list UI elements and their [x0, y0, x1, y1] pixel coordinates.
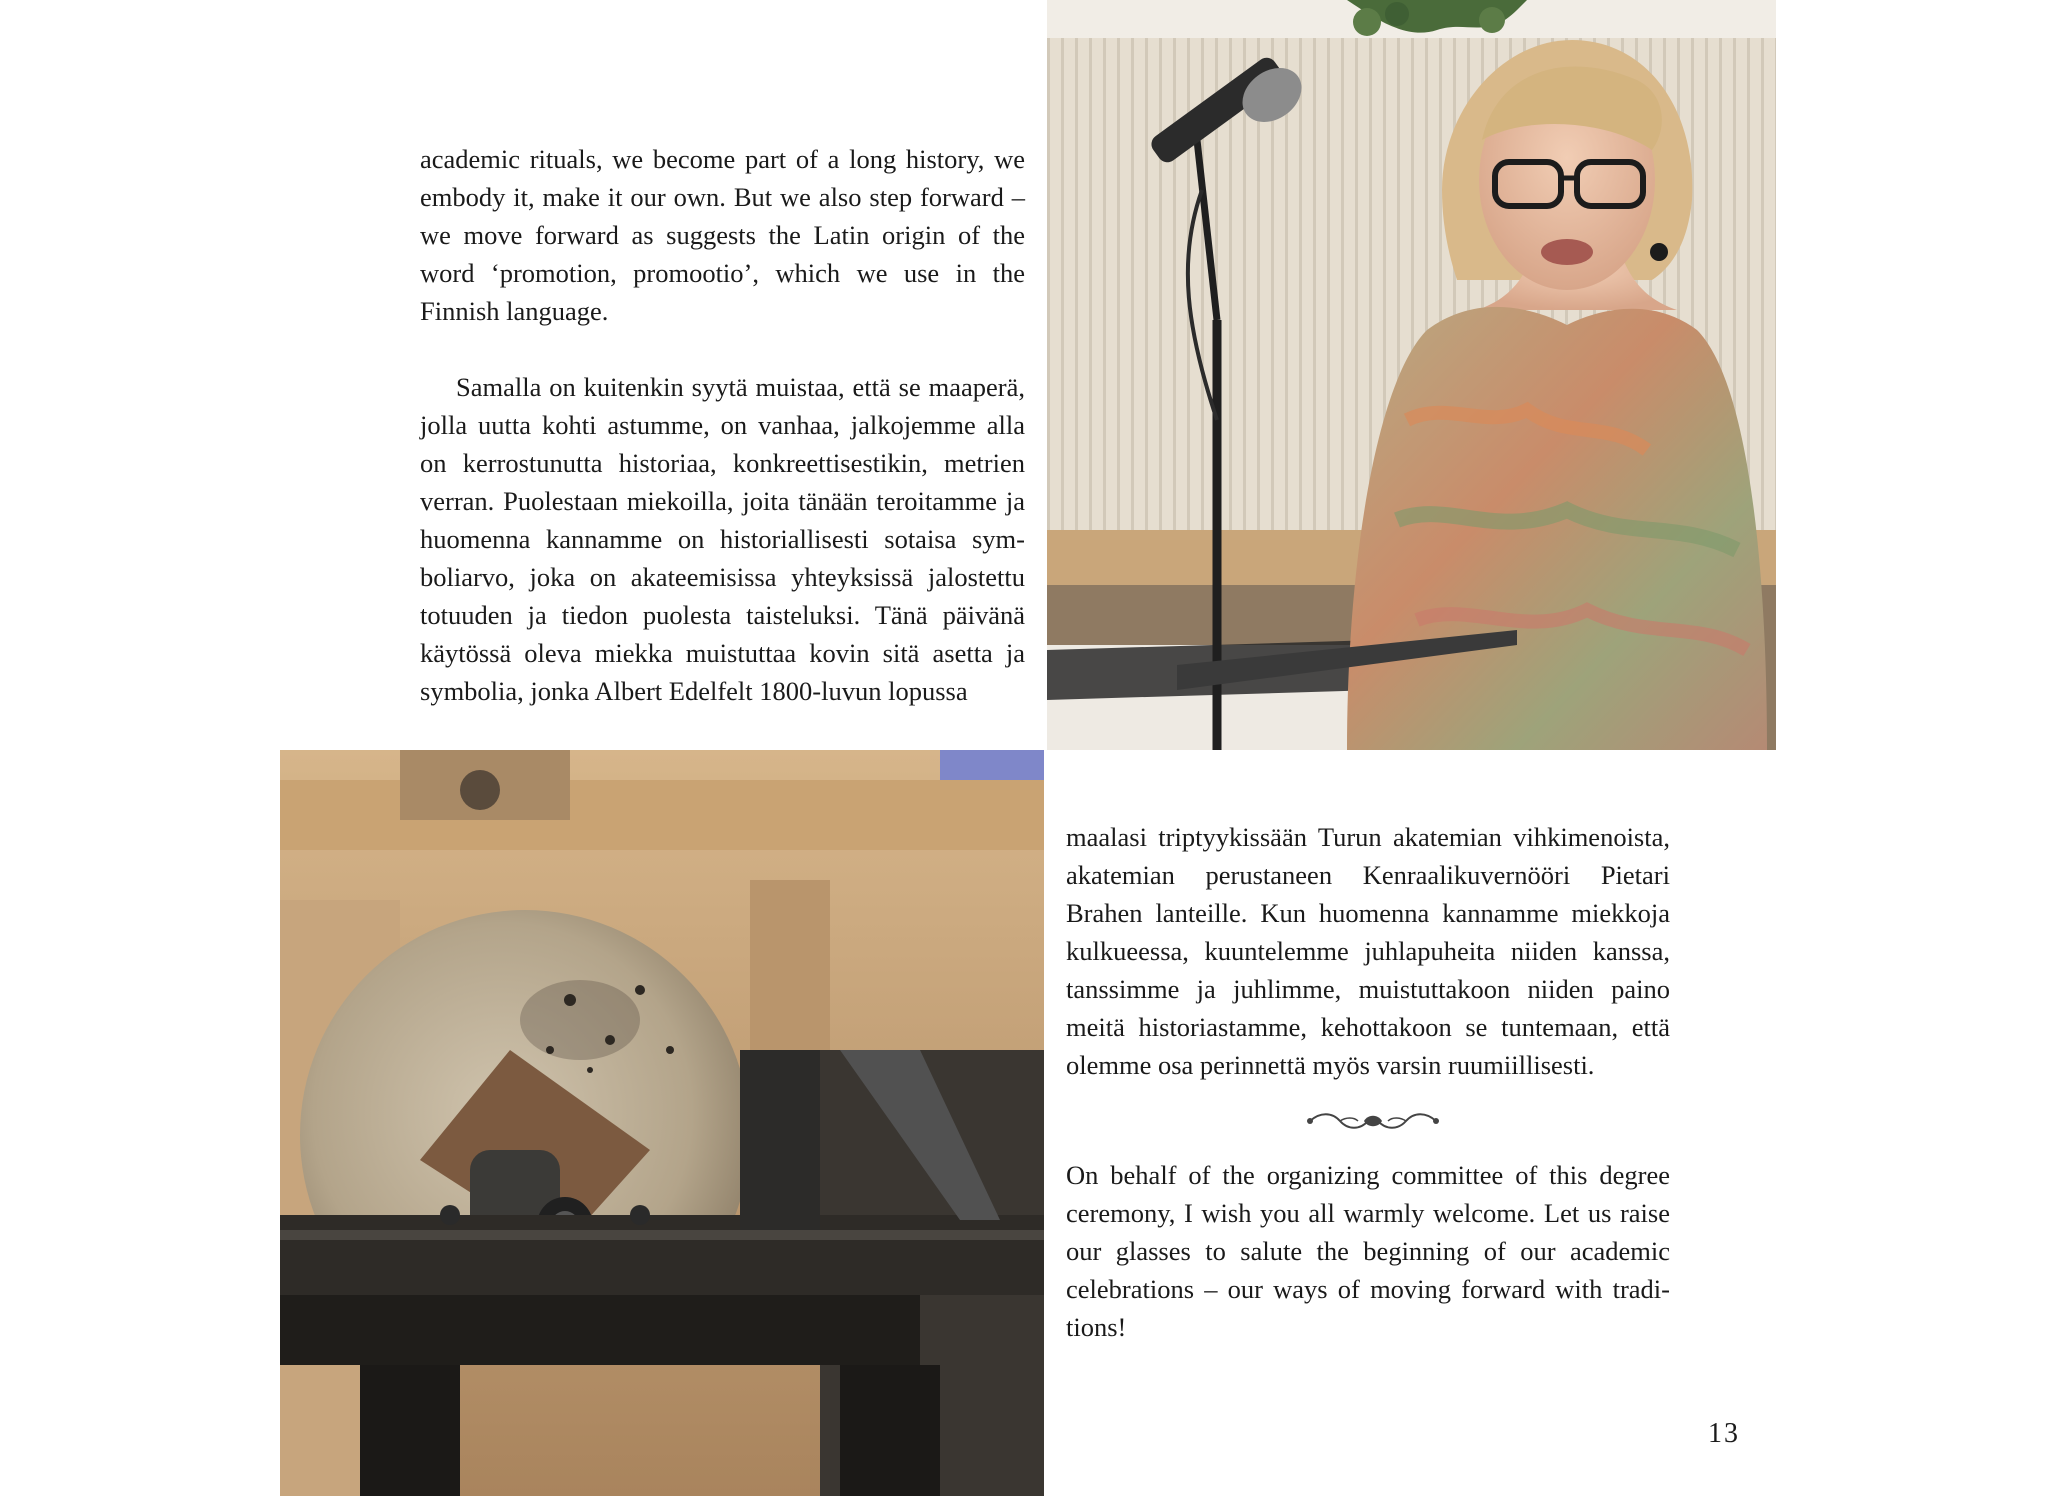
paragraph-samalla: Samalla on kuitenkin syytä muistaa, että se maaperä, jolla uutta kohti astumme, on vanhaa, jalkojemme alla on kerrostunutta historiaa, konkreettisestikin, metrien verran. Puolestaan miekoilla, joita tänään teroitamme ja huomenna kannamme on historiallisesti sotaisa symboliarvo, joka on akateemisissa yhteyksissä jalostettu totuuden ja tiedon puolesta taisteluksi. Tänä päivänä käytössä oleva miekka muistuttaa kovin sitä asetta ja symbolia, jonka Albert Edelfelt 1800-luvun lopussa — [420, 372, 1025, 706]
closing-text-column — [1066, 1156, 1670, 1346]
paragraph-academic-rituals: academic rituals, we become part of a long history, we embody it, make it our own. But we also step forward – we move forward as suggests the Latin origin of the word ‘promotion, promootio’, which we use in the Finnish language. — [420, 144, 1025, 326]
paragraph-on-behalf: On behalf of the organizing committee of this degree ceremony, I wish you all warmly welcome. Let us raise our glasses to salute the beginning of our academic celebrations – our ways of moving forward with traditions! — [1066, 1160, 1670, 1342]
speaker-photo — [1047, 0, 1776, 750]
top-text-column — [420, 140, 1025, 710]
bottom-text-column — [1066, 818, 1670, 1084]
grindstone-icon — [280, 750, 1044, 1496]
scroll-ornament-icon — [1306, 1108, 1440, 1134]
woman-speaking-at-microphone-icon — [1047, 0, 1776, 750]
page-number: 13 — [1708, 1418, 1740, 1449]
paragraph-maalasi: maalasi triptyykissään Turun akatemian vihkimenoista, akatemian perustaneen Kenraalikuvernööri Pietari Brahen lanteille. Kun huomenna kannamme miekkoja kulkueessa, kuuntelemme juhlapuheita niiden kanssa, tanssimme ja juhlimme, muistuttakoon niiden paino meitä historiastamme, kehottakoon se tuntemaan, että olemme osa perinnettä myös varsin ruumiillisesti. — [1066, 822, 1670, 1080]
grindstone-photo — [280, 750, 1044, 1496]
